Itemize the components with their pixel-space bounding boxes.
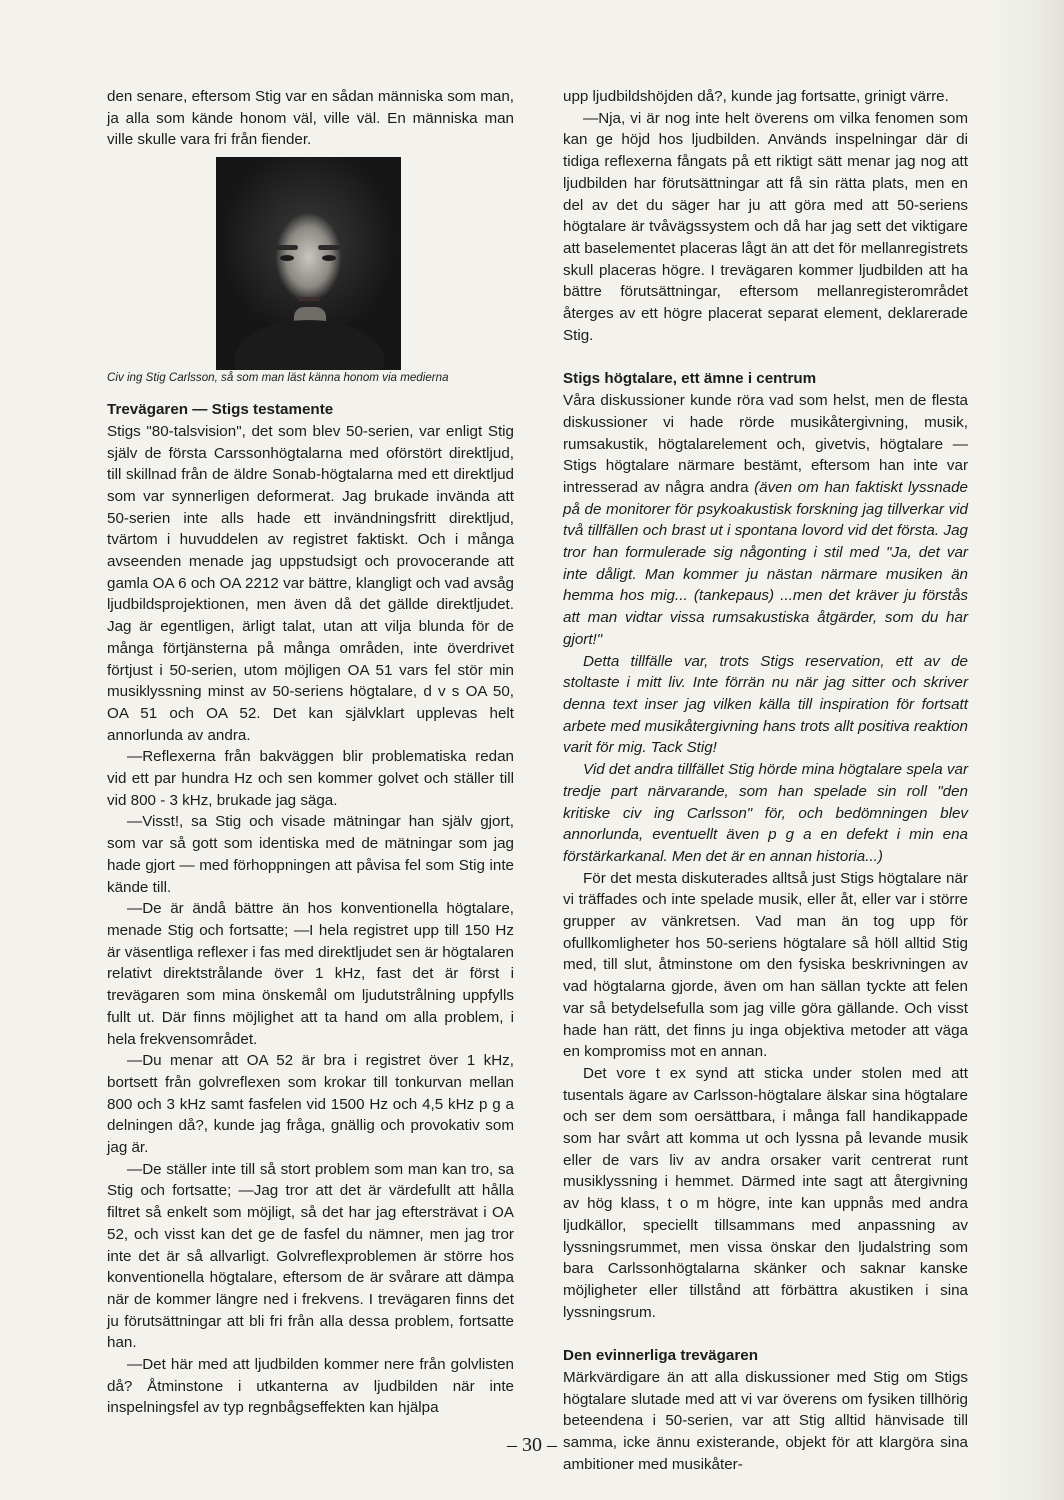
right-section2-paragraph-1: Märkvärdigare än att alla diskussioner med Stig om Stigs högtalare slutade med att vi var överens om fysiken tillhörig beteendena i 50-serien, var att Stig alltid hänvisade till samma, icke ännu existerande, objekt för att klargöra sina ambitioner med musikåter- (563, 1369, 968, 1473)
right-section1-paragraph-2: Detta tillfälle var, trots Stigs reservation, ett av de stoltaste i mitt liv. Inte förrän nu när jag sitter och skriver denna text inser jag vilken källa till inspiration för fortsatt arbete med musikåtergivning hans trots allt positiva reaktion varit för mig. Tack Stig! (563, 652, 968, 757)
photo-mouth (298, 297, 320, 301)
left-intro-paragraph: den senare, eftersom Stig var en sådan människa som man, ja alla som kände honom väl, ville väl. En människa man ville skulle vara fri från fiender. (107, 88, 514, 149)
left-paragraph-6: —De ställer inte till så stort problem som man kan tro, sa Stig och fortsatte; —Jag tror att det är värdefullt att hålla filtret så enkelt som möjligt, så det har jag eftersträvat i OA 52, och visst kan det ge de fasfel du nämner, men jag tror inte det är så allvarligt. Golvreflexproblemen är större hos konventionella högtalare, eftersom de är svårare att dämpa när de kommer längre ned i frekvens. I trevägaren finns det ju förutsättningar att bli fri från alla dessa problem, fortsatte han. (107, 1160, 514, 1352)
spacer (563, 346, 968, 368)
photo-caption: Civ ing Stig Carlsson, så som man läst känna honom via medierna (107, 371, 449, 385)
page-number: – 30 – (507, 1434, 557, 1456)
italic-aside: (även om han faktiskt lyssnade på de monitorer för psykoakustisk forskning jag tillverkar vid två tillfällen och brast ut i spontana lovord vid det första. Jag tror han formulerade sig någonting i stil med "Ja, det var inte dåligt. Man kommer ju nästan närmare musiken än hemma hos mig... (tankepaus) ...men det kräver ju förstås att man vidtar vissa rumsakustiska åtgärder, som du har gjort!" (563, 478, 968, 648)
section-heading-stigs-hogtalare: Stigs högtalare, ett ämne i centrum (563, 370, 817, 388)
photo-right-eye (322, 255, 336, 261)
section-heading-evinnerliga: Den evinnerliga trevägaren (563, 1347, 758, 1365)
section-heading-trevagaren: Trevägaren — Stigs testamente (107, 401, 334, 419)
photo-right-brow (318, 245, 340, 250)
plain-text: Våra diskussioner kunde röra vad som helst, men de flesta diskussioner vi hade rörde musikåtergivning, musik, rumsakustik, högtalarelement och, givetvis, högtalare — Stigs högtalare närmare bestämt, eftersom han inte var intresserad av några andra (563, 392, 968, 496)
portrait-photo (216, 157, 401, 370)
right-intro-paragraph: upp ljudbildshöjden då?, kunde jag fortsatte, grinigt värre. (563, 88, 949, 105)
left-paragraph-1: Stigs "80-talsvision", det som blev 50-serien, var enligt Stig själv de första Carssonhögtalarna med oförstört direktljud, till skillnad från de äldre Sonab-högtalarna med ett direktljud som var synnerligen deformerat. Jag brukade invända att 50-serien inte alls hade ett invändningsfritt direktljud, tvärtom i huvuddelen av registret faktiskt. Och i många avseenden menade jag uppstudsigt och provocerande att gamla OA 6 och OA 2212 var bättre, klangligt och vad avsåg ljudbildsprojektionen, men även då det gällde direktljudet. Jag är egentligen, ärligt talat, utan att vilja blunda för de många förtjänsterna på många områden, inte överdrivet förtjust i 50-serien, utom möjligen OA 51 vars fel stör min musiklyssning minst av 50-seriens högtalare, d v s OA 50, OA 51 och OA 52. Det kan självklart upplevas helt annorlunda av andra. (107, 422, 514, 744)
photo-shirt-shape (234, 320, 384, 370)
right-section1-paragraph-5: Det vore t ex synd att sticka under stolen med att tusentals ägare av Carlsson-högtalare älskar sina högtalare och ser dem som oersättbara, i många fall handikappade som har svårt att komma ut och lyssna på levande musik eller de vars liv av andra orsaker varit centrerat runt musiklyssning i hemmet. Därmed inte sagt att återgivning av hög klass, t o m högre, inte kan uppnås med andra ljudkällor, speciellt tillsammans med anpassning av lyssningsrummet, men vissa önskar den ljudalstring som bara Carlssonhögtalarna skänker och saknar kanske möjligheter eller tillstånd att förbättra akustiken i sina lyssningsrum. (563, 1064, 968, 1321)
right-section1-paragraph-1 (563, 390, 968, 650)
left-paragraph-7: —Det här med att ljudbilden kommer nere från golvlisten då? Åtminstone i utkanterna av ljudbilden när inte inspelningsfel av typ regnbågseffekten kan hjälpa (107, 1356, 514, 1417)
spacer (563, 1323, 968, 1345)
left-paragraph-2: —Reflexerna från bakväggen blir problematiska redan vid ett par hundra Hz och sen kommer golvet och ställer till vid 800 - 3 kHz, brukade jag säga. (107, 748, 514, 809)
photo-left-brow (276, 245, 298, 250)
page-edge-shadow (994, 0, 1064, 1500)
left-paragraph-4: —De är ändå bättre än hos konventionella högtalare, menade Stig och fortsatte; —I hela registret upp till 150 Hz är väsentliga reflexer i fas med direktljudet sen är högtalaren relativt direktstrålande över 1 kHz, fast det är först i trevägaren som mina önskemål om ljudutstrålning uppfylls fullt ut. Där finns möjlighet att ta hand om alla problem, i hela frekvensområdet. (107, 900, 514, 1048)
right-column (563, 86, 968, 1476)
left-paragraph-5: —Du menar att OA 52 är bra i registret över 1 kHz, bortsett från golvreflexen som krokar till tonkurvan mellan 800 och 3 kHz samt fasfelen vid 1500 Hz och 4,5 kHz p g a delningen då?, kunde jag fråga, gnällig och provokativ som jag är. (107, 1052, 514, 1157)
photo-left-eye (280, 255, 294, 261)
right-paragraph-2: —Nja, vi är nog inte helt överens om vilka fenomen som kan ge höjd hos ljudbilden. Används inspelningar där di tidiga reflexerna fångats på ett riktigt sätt menar jag nog att ljudbilden har förutsättningar att få sin rätta plats, men en del av det du säger har ju att göra med att 50-seriens högtalare är tvåvägssystem och då har jag sett det viktigare att baselementet placeras lågt än att det för mellanregistrets skull placeras högre. I trevägaren kommer ljudbilden att ha bättre förutsättningar, eftersom mellanregisterområdet återges av ett högre placerat separat element, deklarerade Stig. (563, 109, 968, 344)
left-column (107, 86, 514, 1419)
spacer (107, 385, 514, 399)
right-section1-paragraph-4: För det mesta diskuterades alltså just Stigs högtalare när vi träffades och inte spelade musik, eller åt, eller var i större grupper av vänkretsen. Vad man än tog upp för ofullkomligheter hos 50-seriens högtalare så höll alltid Stig med, till slut, åtminstone om den fysiska beskrivningen av vad högtalarna gjorde, även om han sällan tyckte att felen var så betydelsefulla som jag ville göra gällande. Och visst hade han rätt, det finns ju inga objektiva metoder att väga en kompromiss mot en annan. (563, 869, 968, 1061)
right-section1-paragraph-3: Vid det andra tillfället Stig hörde mina högtalare spela var tredje part närvarande, som han spelade sin roll "den kritiske civ ing Carlsson" för, och bedömningen blev annorlunda, eventuellt även p g a en defekt i min ena förstärkarkanal. Men det är en annan historia...) (563, 761, 968, 865)
left-paragraph-3: —Visst!, sa Stig och visade mätningar han själv gjort, som var så gott som identiska med de mätningar som jag hade gjort — med förhoppningen att påvisa fel som Stig inte kände till. (107, 813, 514, 896)
